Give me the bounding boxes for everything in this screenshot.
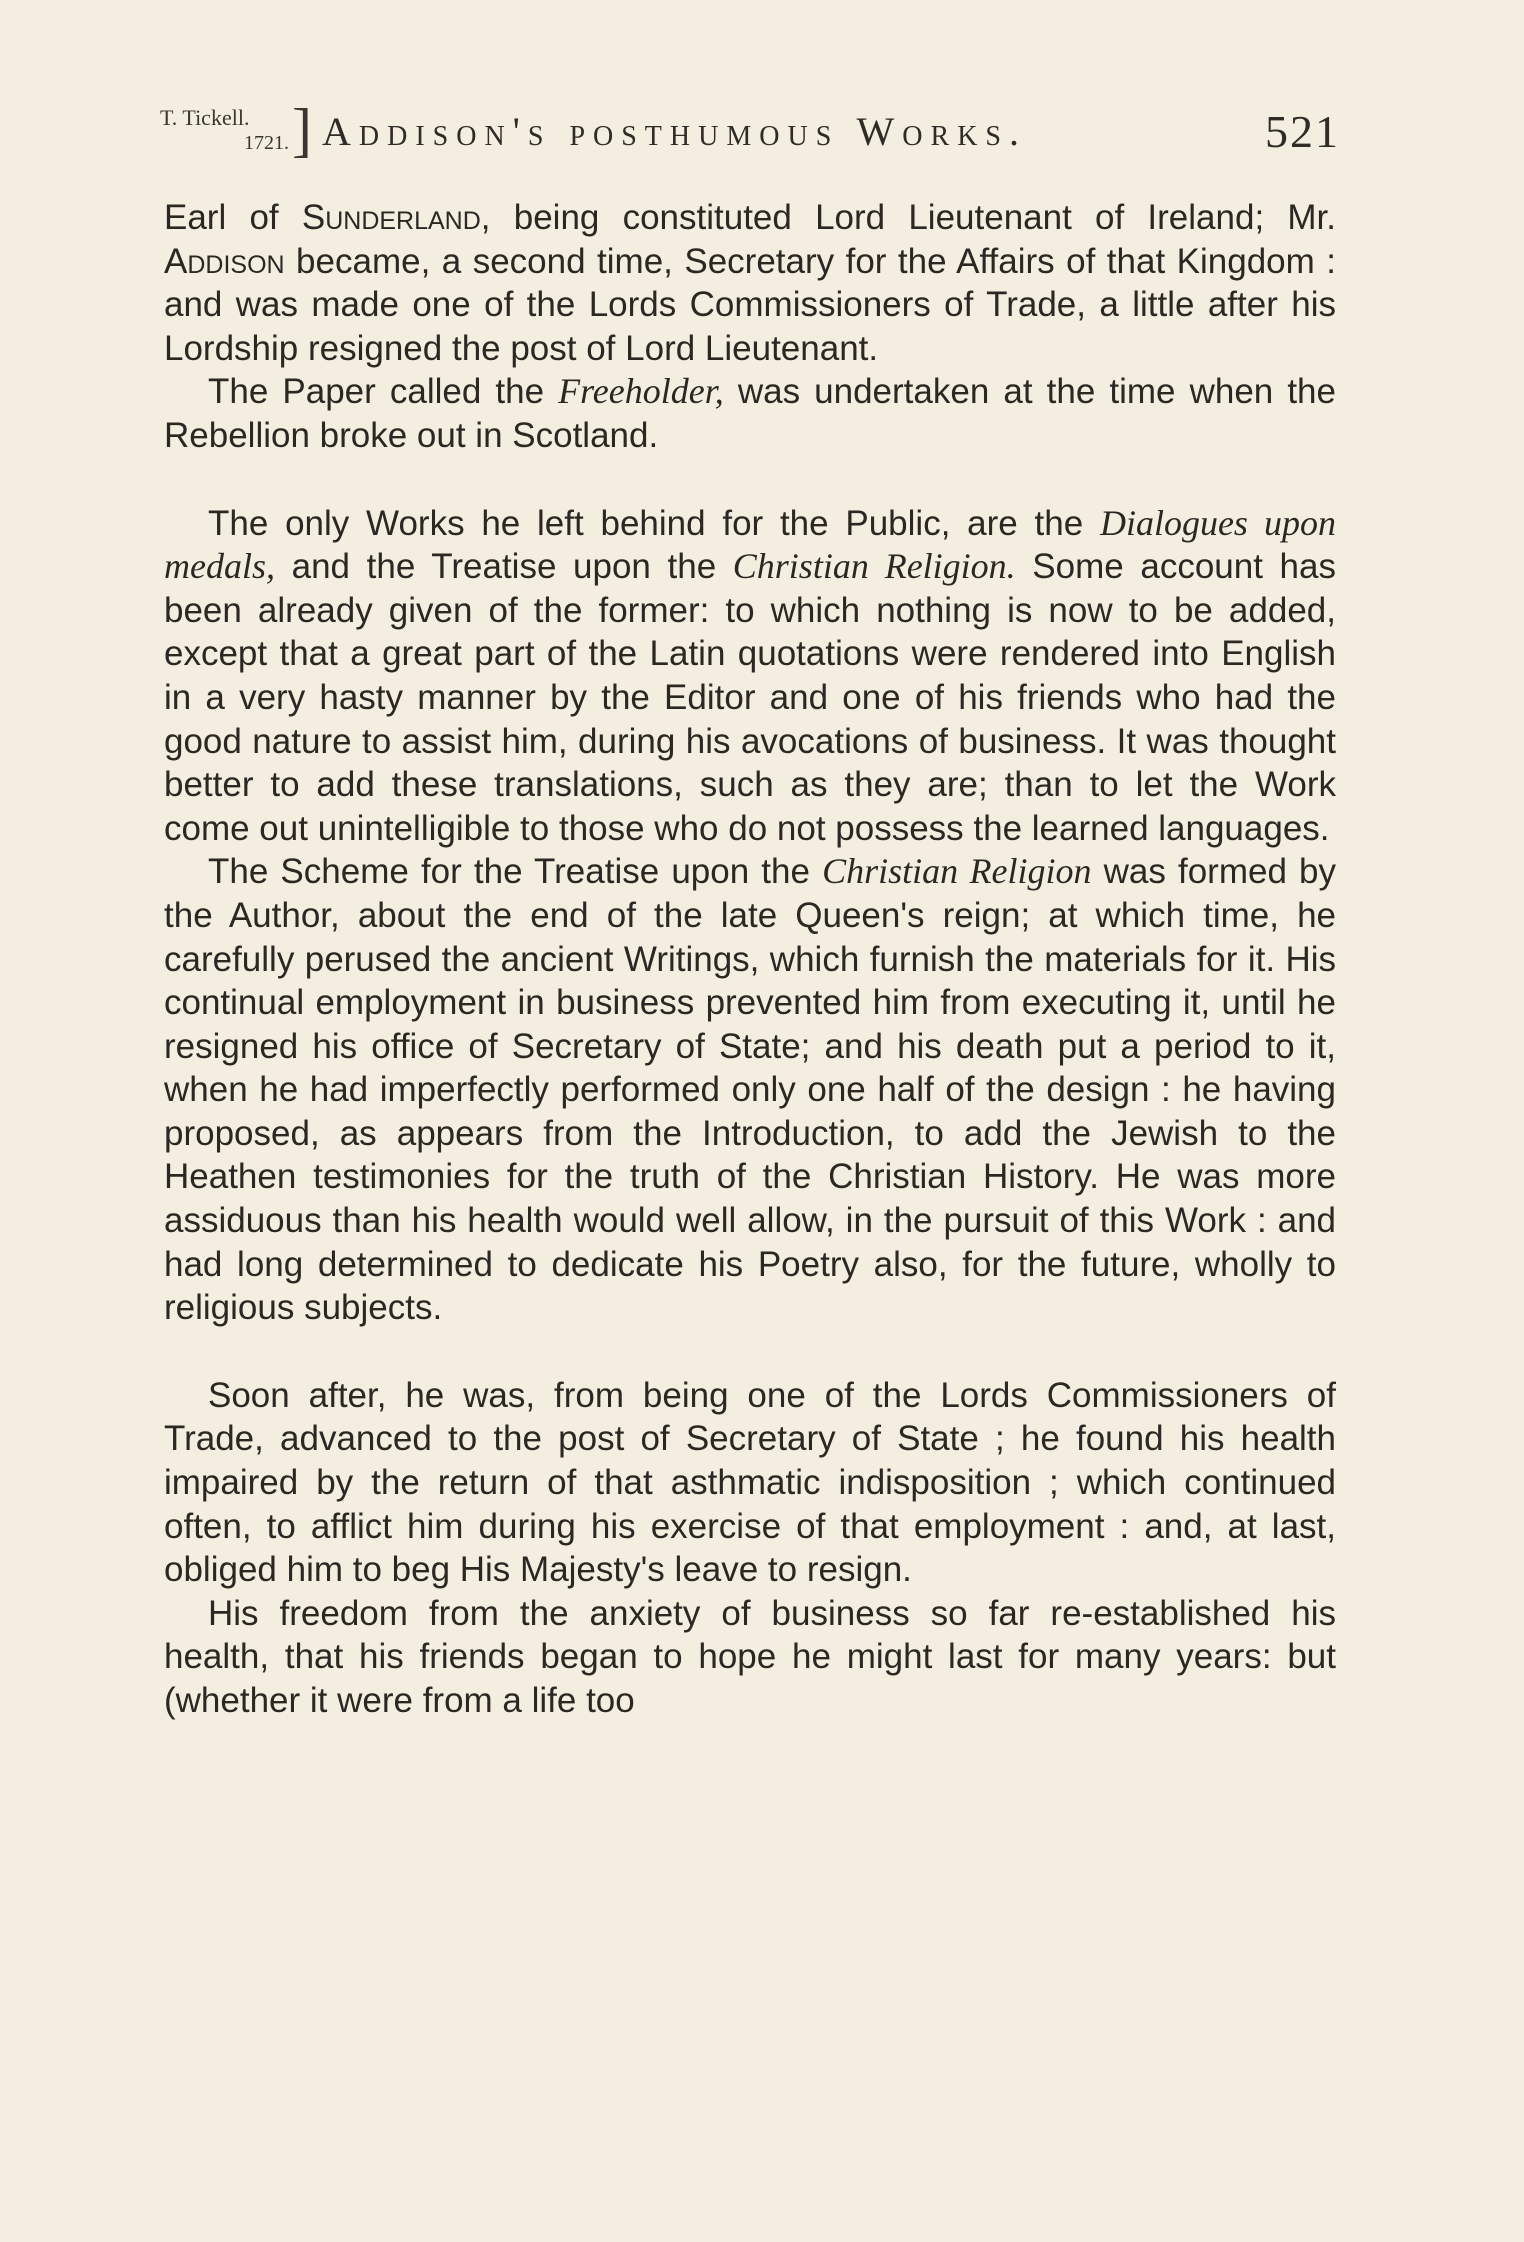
paragraph-3: [164, 502, 1336, 851]
p3-dialogues: Dialogues upon medals,: [164, 502, 1336, 587]
p2-freeholder: Freeholder,: [558, 371, 724, 412]
running-head-bracket: ]: [292, 97, 312, 163]
p1-name-sunderland: Sunderland: [301, 198, 481, 237]
running-head-year: 1721.: [244, 132, 289, 154]
p1-text-a: Earl of: [164, 198, 302, 237]
p2-text-c: was undertaken at the time when the Rebellion broke out in Scotland.: [164, 372, 1336, 455]
page-number: 521: [1265, 106, 1340, 157]
p3-text-a: The only Works he left behind for the Public, are the: [208, 503, 1100, 543]
running-head-title: Addison's posthumous Works.: [322, 109, 1027, 154]
p2-text-a: The Paper called the: [208, 372, 559, 412]
running-head: [160, 97, 1340, 163]
p5-text-a: Soon after, he was, from being one of the Lords Commissioners of Trade, advanced to the post of Secretary of State ; he found his health impaired by the return of that asthmatic indisposition ; which continued often, to afflict him during his exercise of that employment : and, at last, obliged him to beg His Majesty's leave to resign.: [164, 1375, 1336, 1590]
paragraph-2: [164, 370, 1336, 457]
p4-christian-religion: Christian Religion: [822, 851, 1092, 892]
p4-text-c: was formed by the Author, about the end of the late Queen's reign; at which time, he carefully perused the ancient Writings, which furnish the materials for it. His continual employment in business prevented him from executing it, until he resigned his office of Secretary of State; and his death put a period to it, when he had imperfectly performed only one half of the design : he having proposed, as appears from the Introduction, to add the Jewish to the Heathen testimonies for the truth of the Christian History. He was more assiduous than his health would well allow, in the pursuit of this Work : and had long determined to dedicate his Poetry also, for the future, wholly to religious subjects.: [164, 852, 1337, 1328]
paragraph-6: [164, 1592, 1336, 1723]
section-gap: [164, 1330, 1336, 1374]
p6-text-a: His freedom from the anxiety of business so far re-established his health, that his friends began to hope he might last for many years: but (whether it were from a life too: [164, 1593, 1336, 1720]
body-text: [164, 196, 1336, 1723]
p1-name-addison: Addison: [164, 241, 285, 281]
paragraph-5: [164, 1374, 1336, 1592]
p1-text-c: , being constituted Lord Lieutenant of Ireland; Mr.: [480, 198, 1336, 237]
paragraph-1: [164, 196, 1336, 370]
paragraph-4: [164, 850, 1336, 1330]
p3-christian-religion: Christian Religion.: [732, 546, 1016, 587]
p3-text-c: and the Treatise upon the: [275, 547, 733, 587]
p4-text-a: The Scheme for the Treatise upon the: [208, 852, 823, 892]
p3-text-e: Some account has been already given of the former: to which nothing is now to be added, except that a great part of the Latin quotations were rendered into English in a very hasty manner by the Editor and one of his friends who had the good nature to assist him, during his avocations of business. It was thought better to add these translations, such as they are; than to let the Work come out unintelligible to those who do not possess the learned languages.: [164, 547, 1336, 848]
running-head-author: T. Tickell.: [160, 105, 250, 130]
p1-text-e: became, a second time, Secretary for the Affairs of that Kingdom : and was made one of the Lords Commissioners of Trade, a little after his Lordship resigned the post of Lord Lieutenant.: [164, 241, 1336, 368]
section-gap: [164, 458, 1336, 502]
